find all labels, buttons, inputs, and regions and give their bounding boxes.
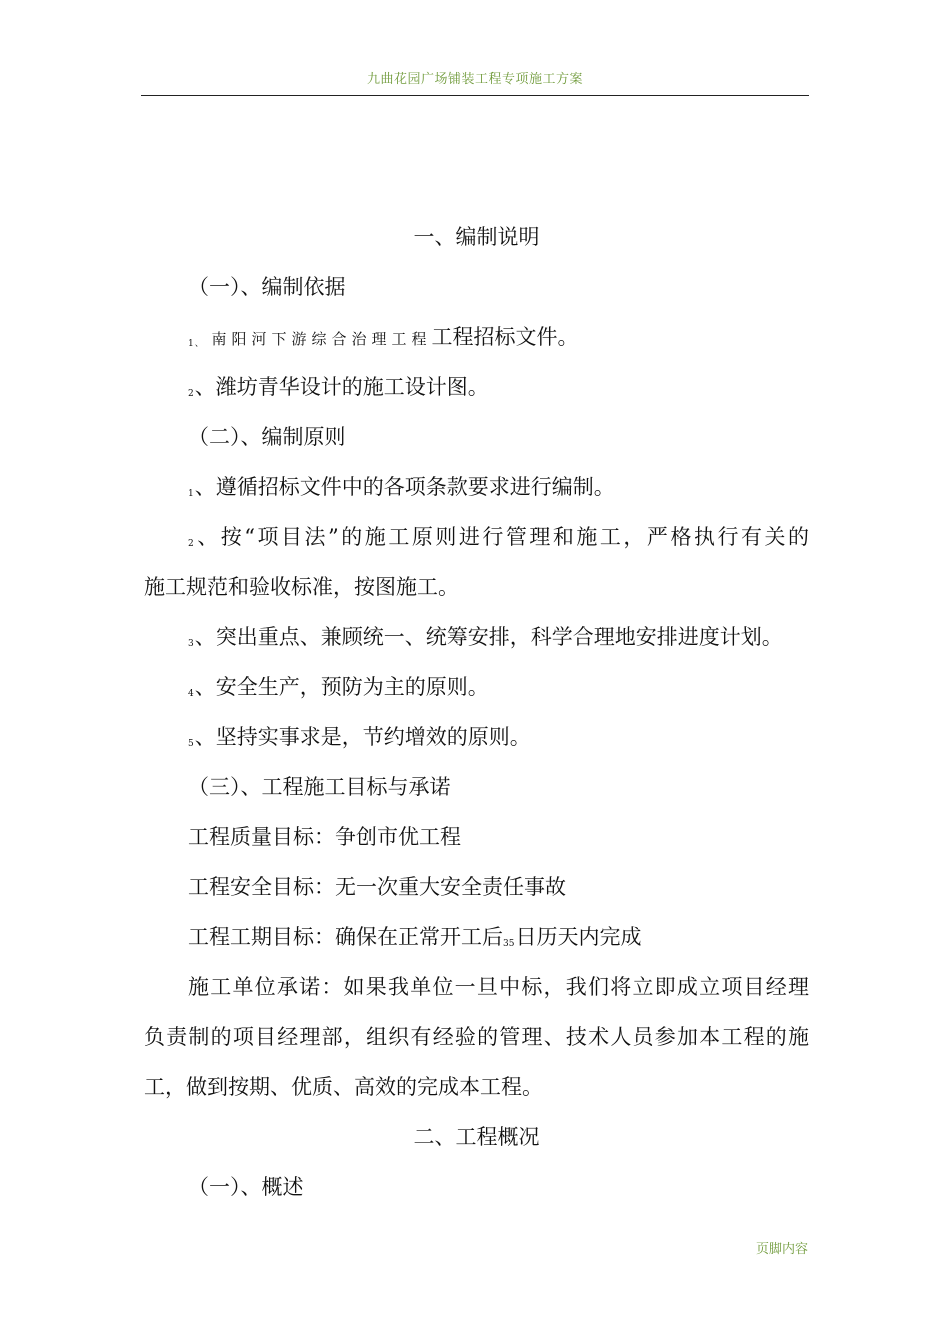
item-text: 按“项目法”的施工原则进行管理和施工，严格执行有关的	[220, 525, 809, 549]
principle-item-1	[144, 462, 809, 512]
subheading-goals: （三）、工程施工目标与承诺	[188, 775, 451, 799]
schedule-prefix: 工程工期目标：确保在正常开工后	[188, 925, 503, 949]
item-text: 突出重点、兼顾统一、统筹安排，科学合理地安排进度计划。	[215, 625, 783, 649]
item-separator: 、	[194, 525, 221, 549]
item-separator: 、	[194, 375, 216, 399]
commitment-line-3: 工，做到按期、优质、高效的完成本工程。	[144, 1075, 543, 1099]
item-number: 2	[188, 389, 194, 399]
commitment-line-1: 施工单位承诺：如果我单位一旦中标，我们将立即成立项目经理	[188, 975, 809, 999]
item-separator: 、	[194, 475, 216, 499]
principle-item-3	[144, 612, 809, 662]
page-footer-text: 页脚内容	[755, 1242, 808, 1257]
item-number: 5	[188, 739, 194, 749]
item-number: 1	[188, 339, 194, 349]
subheading-principles: （二）、编制原则	[188, 425, 346, 449]
subheading-overview: （一）、概述	[188, 1175, 304, 1199]
goal-schedule	[144, 912, 809, 962]
subheading-basis: （一）、编制依据	[188, 275, 346, 299]
item-text: 坚持实事求是，节约增效的原则。	[215, 725, 531, 749]
commitment-line-2: 负责制的项目经理部，组织有经验的管理、技术人员参加本工程的施	[144, 1025, 809, 1049]
basis-item-1	[144, 312, 809, 362]
principle-item-5	[144, 712, 809, 762]
item-separator: 、	[194, 339, 204, 349]
item-separator: 、	[194, 675, 216, 699]
item-text: 遵循招标文件中的各项条款要求进行编制。	[215, 475, 615, 499]
goal-quality: 工程质量目标：争创市优工程	[188, 825, 461, 849]
item-number: 4	[188, 689, 194, 699]
principle-item-2-line-1	[144, 512, 809, 562]
item-text: 工程招标文件。	[431, 325, 579, 349]
item-number: 2	[188, 539, 194, 549]
section-heading-compilation: 一、编制说明	[413, 225, 540, 249]
goal-safety: 工程安全目标：无一次重大安全责任事故	[188, 875, 566, 899]
item-text: 安全生产，预防为主的原则。	[215, 675, 489, 699]
project-name-small: 南阳河下游综合治理工程	[211, 330, 432, 348]
header-divider	[141, 95, 809, 96]
section-heading-overview: 二、工程概况	[413, 1125, 540, 1149]
principle-item-4	[144, 662, 809, 712]
item-separator: 、	[194, 625, 216, 649]
principle-item-2-line-2: 施工规范和验收标准，按图施工。	[144, 575, 459, 599]
schedule-days: 35	[503, 939, 515, 949]
item-number: 3	[188, 639, 194, 649]
item-separator: 、	[194, 725, 216, 749]
item-number: 1	[188, 489, 194, 499]
item-text: 潍坊青华设计的施工设计图。	[215, 375, 489, 399]
page-header-title: 九曲花园广场铺装工程专项施工方案	[366, 72, 583, 87]
document-body	[144, 212, 809, 1212]
schedule-suffix: 日历天内完成	[515, 925, 642, 949]
basis-item-2	[144, 362, 809, 412]
